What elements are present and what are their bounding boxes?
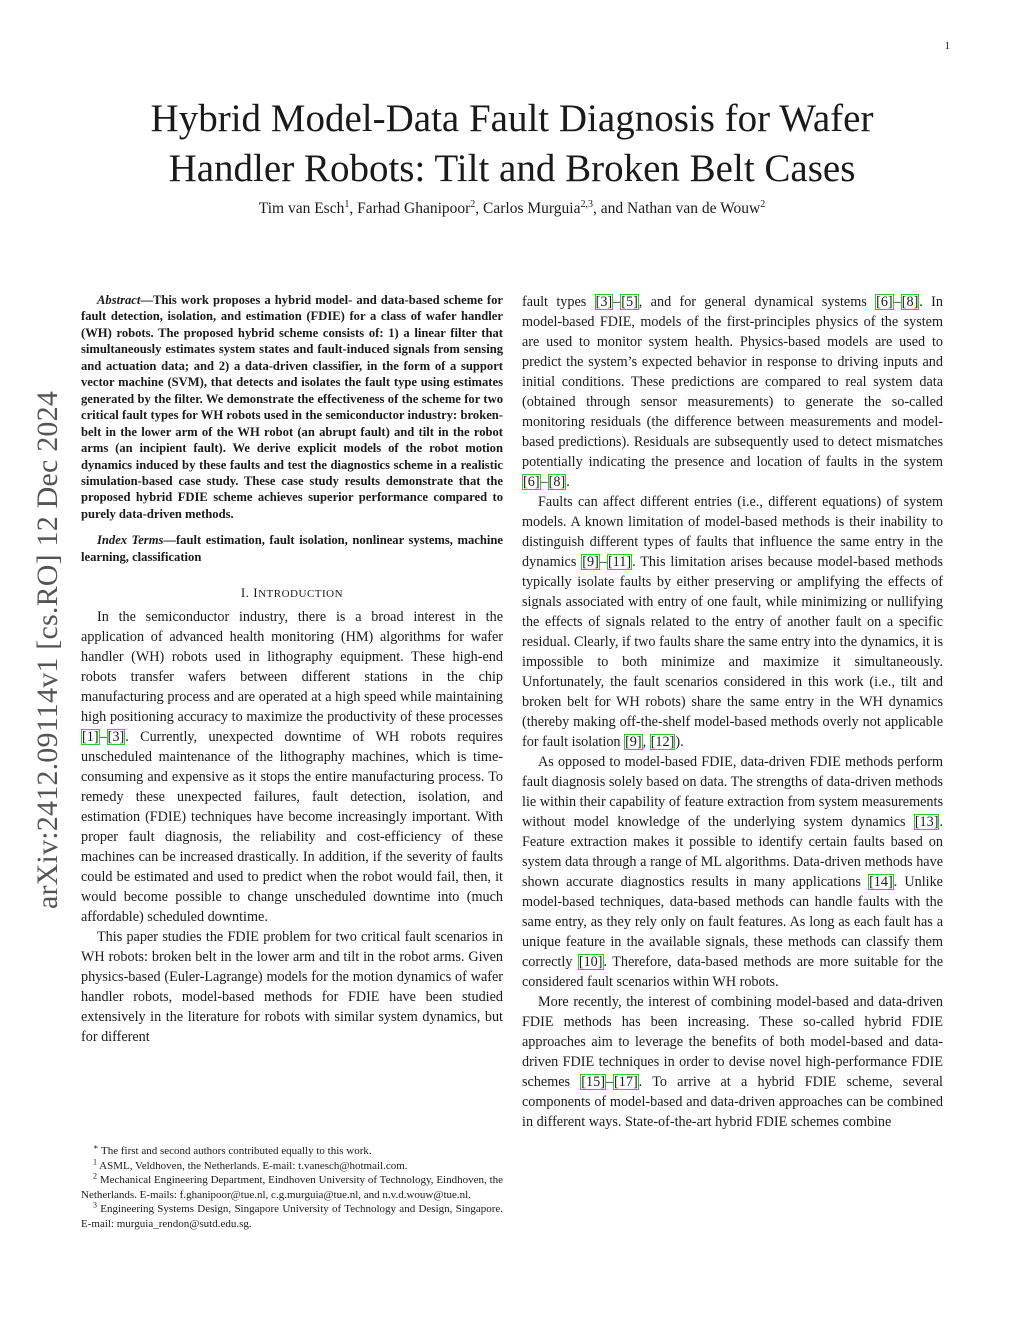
- author-separator: , and: [593, 200, 628, 217]
- citation-link[interactable]: [3]: [107, 729, 125, 746]
- author: Nathan van de Wouw: [627, 200, 761, 217]
- author: Farhad Ghanipoor: [357, 200, 471, 217]
- footnote-mark: 2: [93, 1171, 97, 1181]
- body-paragraph: fault types [3]–[5], and for general dynamical systems [6]–[8]. In model-based FDIE, models of the first-principles physics of the system are used to monitor system health. Physics-based models are used to predict the system’s expected behavior in response to driving inputs and initial conditions. These predictions are compared to real system data (obtained through sensor measurements) to generate the so-called monitoring residuals (the difference between measurements and model-based predictions). Residuals are subsequently used to detect mismatches potentially indicating the presence and location of faults in the system [6]–[8].: [522, 294, 943, 490]
- citation-link[interactable]: [6]: [523, 474, 540, 490]
- body-paragraph: Faults can affect different entries (i.e., different equations) of system models. A known limitation of model-based methods is their inability to distinguish different types of faults that influence the same entry in the dynamics [9]–[11]. This limitation arises because model-based methods typically isolate faults by either preserving or amplifying the effects of signals associated with entry of one fault, while minimizing or nullifying the effects of signals related to the entry of another fault on a specific residual. Clearly, if two faults share the same entry into the dynamics, it is impossible to both minimize and maximize it simultaneously. Unfortunately, the fault scenarios considered in this work (i.e., tilt and broken belt for WH robots) share the same entry in the WH dynamics (thereby making off-the-shelf model-based methods overly not applicable for fault isolation [9], [12]).: [522, 494, 944, 750]
- citation-link[interactable]: [8]: [548, 474, 566, 490]
- citation-link[interactable]: [3]: [595, 294, 613, 310]
- abstract: [81, 292, 503, 522]
- citation-link[interactable]: [14]: [869, 874, 893, 890]
- index-terms-label: Index Terms: [97, 533, 164, 548]
- footnote-mark: 1: [93, 1156, 97, 1166]
- right-column: [522, 292, 943, 1132]
- citation-link[interactable]: [10]: [578, 954, 603, 970]
- citation-link[interactable]: [13]: [914, 814, 939, 830]
- citation-link[interactable]: [17]: [614, 1074, 638, 1090]
- citation-link[interactable]: [8]: [901, 294, 919, 310]
- footnote: [81, 1202, 503, 1231]
- citation-link[interactable]: [12]: [650, 734, 675, 750]
- footnote-text: Engineering Systems Design, Singapore University of Technology and Design, Singapore. E-mail: murguia_rendon@sutd.edu.sg.: [81, 1203, 503, 1230]
- author: Carlos Murguia: [483, 200, 581, 217]
- body-paragraph: This paper studies the FDIE problem for two critical fault scenarios in WH robots: broken belt in the lower arm and tilt in the robot arms. Given physics-based (Euler-Lagrange) models for the motion dynamics of wafer handler robots, model-based methods for FDIE have been studied extensively in the literature for robots with similar system dynamics, but for different: [81, 929, 503, 1046]
- body-paragraph: More recently, the interest of combining model-based and data-driven FDIE methods has been increasing. These so-called hybrid FDIE approaches aim to leverage the benefits of both model-based and data-driven FDIE techniques in order to devise novel high-performance FDIE schemes [15]–[17]. To arrive at a hybrid FDIE scheme, several components of model-based and data-driven approaches can be combined in different ways. State-of-the-art hybrid FDIE schemes combine: [522, 994, 943, 1130]
- author-affiliation-mark: 1: [344, 198, 350, 210]
- author-affiliation-mark: 2: [760, 198, 766, 210]
- body-paragraph: As opposed to model-based FDIE, data-driven FDIE methods perform fault diagnosis solely based on data. The strengths of data-driven methods lie within their capability of feature extraction from system measurements without model knowledge of the underlying system dynamics [13]. Feature extraction makes it possible to identify certain faults based on system data through a range of ML algorithms. Data-driven methods have shown accurate diagnostics results in many applications [14]. Unlike model-based techniques, data-based methods can handle faults with the same entry, as they rely only on fault features. As long as each fault has a unique feature in the available signals, these methods can classify them correctly [10]. Therefore, data-based methods are more suitable for the considered fault scenarios within WH robots.: [522, 754, 943, 990]
- index-terms-text: —fault estimation, fault isolation, nonlinear systems, machine learning, classification: [81, 533, 503, 564]
- paper-title: Hybrid Model-Data Fault Diagnosis for Wafer Handler Robots: Tilt and Broken Belt Cases: [150, 97, 874, 190]
- citation-link[interactable]: [9]: [625, 734, 642, 750]
- arxiv-identifier: arXiv:2412.09114v1 [cs.RO] 12 Dec 2024: [31, 390, 64, 910]
- abstract-label: Abstract: [97, 293, 141, 307]
- section-heading: [81, 585, 503, 601]
- author-affiliation-mark: 2: [470, 198, 476, 210]
- citation-link[interactable]: [9]: [582, 554, 599, 570]
- index-terms: [81, 532, 503, 565]
- footnote: [81, 1156, 503, 1174]
- section-title-initial: I: [253, 585, 259, 601]
- footnotes: [81, 1144, 503, 1231]
- footnote-text: Mechanical Engineering Department, Eindhoven University of Technology, Eindhoven, the Netherlands. E-mails: f.ghanipoor@tue.nl, c.g.murguia@tue.nl, and n.v.d.wouw@tue.nl.: [81, 1174, 504, 1201]
- footnote-text: ASML, Veldhoven, the Netherlands. E-mail: t.vanesch@hotmail.com.: [99, 1159, 408, 1172]
- footnote: [81, 1173, 503, 1202]
- author: Tim van Esch: [258, 200, 345, 217]
- page-number: 1: [944, 40, 950, 52]
- section-title-rest: NTRODUCTION: [258, 588, 344, 601]
- footnote-mark: 3: [93, 1200, 97, 1210]
- citation-link[interactable]: [5]: [621, 294, 638, 310]
- author-list: [90, 200, 934, 218]
- author-affiliation-mark: 2,3: [580, 198, 593, 210]
- footnote-text: The first and second authors contributed equally to this work.: [101, 1145, 372, 1157]
- citation-link[interactable]: [6]: [876, 294, 893, 310]
- citation-link[interactable]: [1]: [82, 729, 99, 746]
- footnote: [81, 1144, 503, 1159]
- left-column: [81, 292, 503, 1047]
- citation-link[interactable]: [15]: [581, 1074, 605, 1090]
- section-number: I.: [240, 585, 250, 601]
- author-separator: ,: [475, 200, 484, 217]
- footnote-mark: ∗: [93, 1142, 99, 1152]
- abstract-text: —This work proposes a hybrid model- and data-based scheme for fault detection, isolation, and estimation (FDIE) for a class of wafer handler (WH) robots. The proposed hybrid scheme consists of: 1) a linear filter that simultaneously estimates system states and fault-induced signals from sensing and actuation data; and 2) a data-driven classifier, in the form of a support vector machine (SVM), that detects and isolates the fault type using estimates generated by the filter. We demonstrate the effectiveness of the scheme for two critical fault types for WH robots used in the semiconductor industry: broken-belt in the lower arm of the WH robot (an abrupt fault) and tilt in the robot arms (an incipient fault). We derive explicit models of the robot motion dynamics induced by these faults and test the diagnostics scheme in a realistic simulation-based case study. These case study results demonstrate that the proposed hybrid FDIE scheme achieves superior performance compared to purely data-driven methods.: [81, 293, 503, 521]
- author-separator: ,: [349, 200, 358, 217]
- body-paragraph: In the semiconductor industry, there is a broad interest in the application of advanced health monitoring (HM) algorithms for wafer handler (WH) robots used in lithography equipment. These high-end robots transfer wafers between different stations in the chip manufacturing process and are operated at a high speed while maintaining high positioning accuracy to maximize the productivity of these processes [1]–[3]. Currently, unexpected downtime of WH robots requires unscheduled maintenance of the lithography machines, which is time-consuming and expensive as it stops the entire manufacturing process. To remedy these unexpected failures, fault detection, isolation, and estimation (FDIE) techniques have become increasingly important. With proper fault diagnosis, the reliability and cost-efficiency of these machines can be increased drastically. In addition, if the severity of faults could be estimated and used to predict when the robot would fail, then, it would become possible to change unscheduled downtime into (much affordable) scheduled downtime.: [81, 609, 503, 926]
- citation-link[interactable]: [11]: [607, 554, 632, 570]
